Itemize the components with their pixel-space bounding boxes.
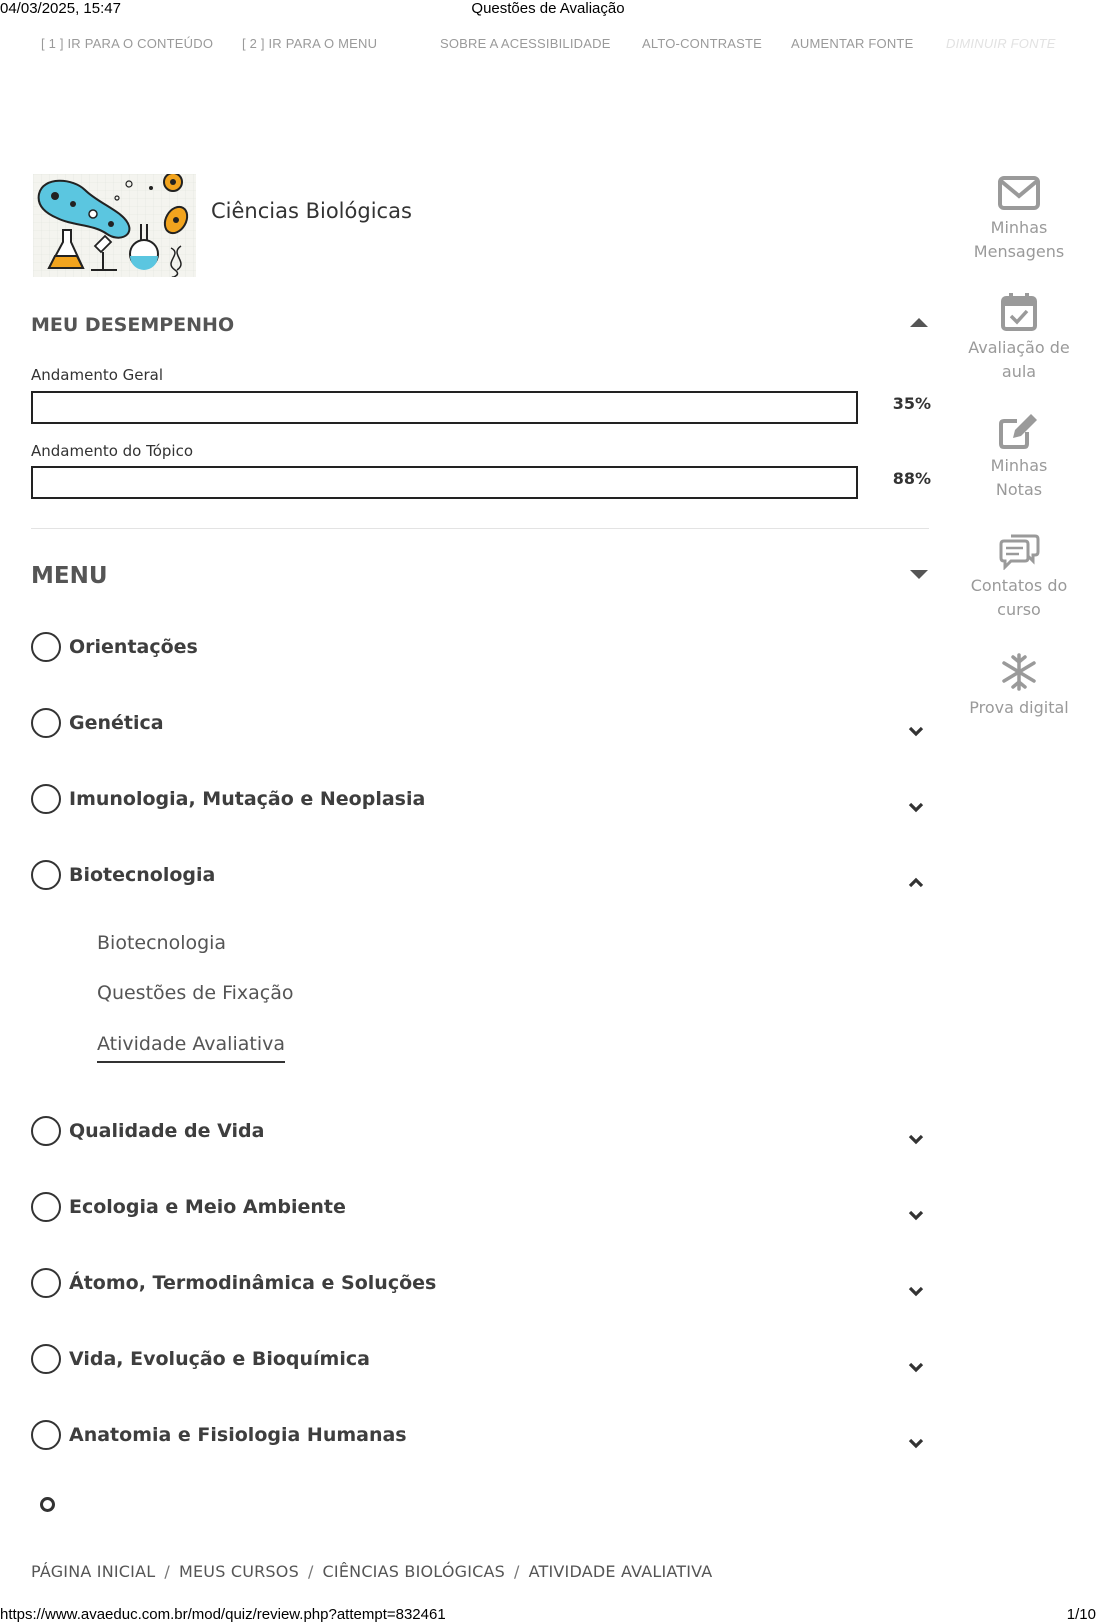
print-page-title: Questões de Avaliação	[471, 0, 625, 17]
submenu-item-questoes-fixacao[interactable]: Questões de Fixação	[97, 982, 294, 1004]
menu-item-label: Qualidade de Vida	[69, 1120, 265, 1142]
status-circle-icon	[31, 1192, 61, 1222]
status-circle-icon	[31, 632, 61, 662]
menu-item-label: Vida, Evolução e Bioquímica	[69, 1348, 370, 1370]
sidebar-class-evaluation-label-2: aula	[1001, 362, 1037, 381]
performance-title: MEU DESEMPENHO	[31, 314, 235, 336]
sidebar-grades-link[interactable]	[955, 412, 1083, 502]
chevron-down-icon[interactable]	[907, 1130, 925, 1148]
performance-collapse-icon[interactable]	[910, 318, 928, 327]
status-circle-icon	[31, 1116, 61, 1146]
topic-progress-percent: 88%	[892, 469, 931, 488]
chevron-down-icon[interactable]	[907, 798, 925, 816]
accessibility-bar	[0, 36, 1096, 56]
menu-item-genetica[interactable]	[31, 706, 929, 746]
menu-item-qualidade-vida[interactable]	[31, 1114, 929, 1154]
chevron-up-icon[interactable]	[907, 874, 925, 892]
sidebar-contacts-label-2: curso	[997, 600, 1041, 619]
sidebar-digital-exam-link[interactable]	[955, 652, 1083, 720]
status-circle-icon	[31, 1344, 61, 1374]
about-accessibility-link[interactable]: SOBRE A ACESSIBILIDADE	[440, 36, 611, 51]
chat-bubbles-icon	[997, 532, 1041, 570]
breadcrumb-home[interactable]: PÁGINA INICIAL	[31, 1562, 156, 1581]
chevron-down-icon[interactable]	[907, 1282, 925, 1300]
section-divider	[31, 528, 929, 529]
chevron-down-icon[interactable]	[907, 1206, 925, 1224]
chevron-down-icon[interactable]	[907, 1434, 925, 1452]
sidebar-contacts-label-1: Contatos do	[970, 576, 1068, 595]
menu-item-atomo[interactable]	[31, 1266, 929, 1306]
print-footer	[0, 1606, 1096, 1624]
sidebar-messages-label-1: Minhas	[990, 218, 1048, 237]
breadcrumb-separator: /	[164, 1562, 170, 1581]
menu-item-anatomia[interactable]	[31, 1418, 929, 1458]
skip-to-menu-link[interactable]: [ 2 ] IR PARA O MENU	[242, 36, 378, 51]
biology-illustration-icon	[33, 174, 196, 277]
course-thumbnail	[33, 174, 196, 277]
menu-item-label: Genética	[69, 712, 164, 734]
topic-progress-fill	[33, 468, 757, 497]
menu-item-label: Ecologia e Meio Ambiente	[69, 1196, 346, 1218]
calendar-check-icon	[1000, 292, 1038, 332]
breadcrumb	[31, 1562, 712, 1581]
overall-progress-fill	[33, 393, 321, 422]
overall-progress-bar	[31, 391, 858, 424]
snowflake-icon	[999, 652, 1039, 692]
sidebar-grades-label-2: Notas	[995, 480, 1043, 499]
increase-font-link[interactable]: AUMENTAR FONTE	[791, 36, 914, 51]
status-circle-icon	[31, 1268, 61, 1298]
menu-item-orientacoes[interactable]	[31, 630, 929, 670]
overall-progress-percent: 35%	[892, 394, 931, 413]
breadcrumb-separator: /	[514, 1562, 520, 1581]
breadcrumb-current: ATIVIDADE AVALIATIVA	[528, 1562, 713, 1581]
menu-item-label: Imunologia, Mutação e Neoplasia	[69, 788, 426, 810]
sidebar-messages-link[interactable]	[955, 174, 1083, 264]
sidebar-contacts-link[interactable]	[955, 532, 1083, 622]
status-circle-icon	[31, 1420, 61, 1450]
sidebar-grades-label-1: Minhas	[990, 456, 1048, 475]
topic-progress-bar	[31, 466, 858, 499]
menu-item-ecologia[interactable]	[31, 1190, 929, 1230]
menu-item-label: Anatomia e Fisiologia Humanas	[69, 1424, 407, 1446]
status-circle-icon	[31, 784, 61, 814]
envelope-icon	[997, 174, 1041, 212]
breadcrumb-course[interactable]: CIÊNCIAS BIOLÓGICAS	[322, 1562, 506, 1581]
submenu-item-atividade-avaliativa[interactable]: Atividade Avaliativa	[97, 1033, 285, 1063]
chevron-down-icon[interactable]	[907, 1358, 925, 1376]
menu-item-label: Biotecnologia	[69, 864, 216, 886]
sidebar-class-evaluation-link[interactable]	[955, 292, 1083, 384]
pencil-square-icon	[997, 412, 1041, 450]
sidebar-digital-exam-label: Prova digital	[969, 698, 1069, 717]
print-page-count: 1/10	[1066, 1606, 1096, 1623]
decrease-font-link: DIMINUIR FONTE	[946, 36, 1056, 51]
overall-progress-label: Andamento Geral	[31, 366, 164, 384]
status-circle-icon	[31, 708, 61, 738]
menu-collapse-icon[interactable]	[910, 570, 928, 579]
topic-progress-label: Andamento do Tópico	[31, 442, 194, 460]
status-circle-icon	[31, 860, 61, 890]
high-contrast-link[interactable]: ALTO-CONTRASTE	[642, 36, 763, 51]
breadcrumb-my-courses[interactable]: MEUS CURSOS	[178, 1562, 299, 1581]
sidebar-class-evaluation-label-1: Avaliação de	[968, 338, 1070, 357]
menu-item-label: Orientações	[69, 636, 198, 658]
menu-item-vida-evolucao[interactable]	[31, 1342, 929, 1382]
menu-item-label: Átomo, Termodinâmica e Soluções	[69, 1272, 437, 1294]
sidebar-messages-label-2: Mensagens	[973, 242, 1065, 261]
print-url: https://www.avaeduc.com.br/mod/quiz/review.php?attempt=832461	[0, 1606, 446, 1623]
print-header	[0, 0, 1096, 18]
skip-to-content-link[interactable]: [ 1 ] IR PARA O CONTEÚDO	[41, 36, 214, 51]
chevron-down-icon[interactable]	[907, 722, 925, 740]
menu-item-biotecnologia[interactable]	[31, 858, 929, 898]
menu-title: MENU	[31, 563, 108, 589]
submenu-item-biotecnologia[interactable]: Biotecnologia	[97, 932, 227, 954]
course-title[interactable]: Ciências Biológicas	[211, 199, 412, 223]
small-circle-icon	[40, 1497, 55, 1512]
print-datetime: 04/03/2025, 15:47	[0, 0, 121, 17]
menu-item-imunologia[interactable]	[31, 782, 929, 822]
breadcrumb-separator: /	[307, 1562, 314, 1581]
